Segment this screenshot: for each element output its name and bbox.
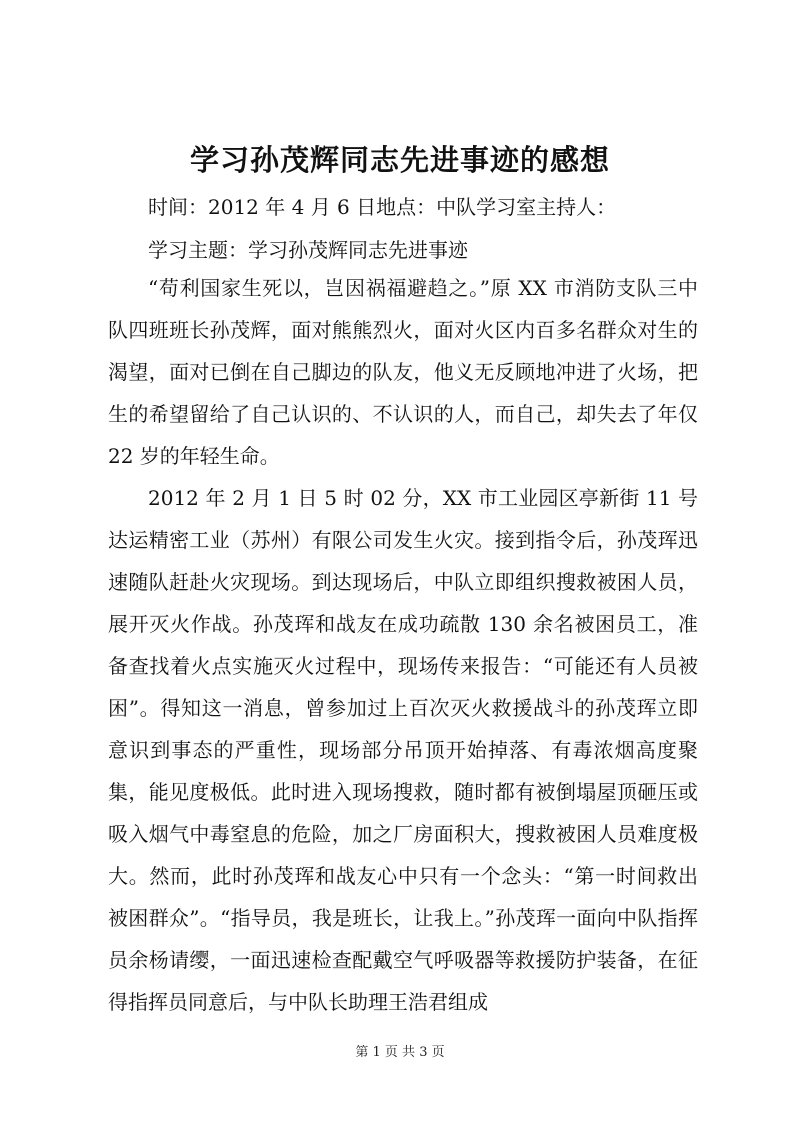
- paragraph-fire-incident: 2012 年 2 月 1 日 5 时 02 分，XX 市工业园区亭新街 11 号达运精密工业（苏州）有限公司发生火灾。接到指令后，孙茂珲迅速随队赶赴火灾现场。到达现场后，中队立即组织搜救被困人员，展开灭火作战。孙茂珲和战友在成功疏散 130 余名被困员工，准备查找着火点实施灭火过程中，现场传来报告：“可能还有人员被困”。得知这一消息，曾参加过上百次灭火救援战斗的孙茂珲立即意识到事态的严重性，现场部分吊顶开始掉落、有毒浓烟高度聚集，能见度极低。此时进入现场搜救，随时都有被倒塌屋顶砸压或吸入烟气中毒窒息的危险，加之厂房面积大，搜救被困人员难度极大。然而，此时孙茂珲和战友心中只有一个念头：“第一时间救出被困群众”。“指导员，我是班长，让我上。”孙茂珲一面向中队指挥员余杨请缨，一面迅速检查配戴空气呼吸器等救援防护装备，在征得指挥员同意后，与中队长助理王浩君组成: [108, 486, 698, 1014]
- paragraph-quote-intro: “苟利国家生死以，岂因祸福避趋之。”原 XX 市消防支队三中队四班班长孙茂辉，面对熊熊烈火，面对火区内百多名群众对生的渴望，面对已倒在自己脚边的队友，他义无反顾地冲进了火场，把生的希望留给了自己认识的、不认识的人，而自己，却失去了年仅 22 岁的年轻生命。: [108, 276, 698, 468]
- study-topic-line: 学习主题：学习孙茂辉同志先进事迹: [148, 238, 468, 262]
- page-number-footer: 第 1 页 共 3 页: [355, 1045, 445, 1060]
- document-body: [108, 267, 698, 1023]
- document-title: 学习孙茂辉同志先进事迹的感想: [189, 143, 610, 177]
- meeting-info-line: 时间：2012 年 4 月 6 日地点：中队学习室主持人：: [148, 195, 617, 219]
